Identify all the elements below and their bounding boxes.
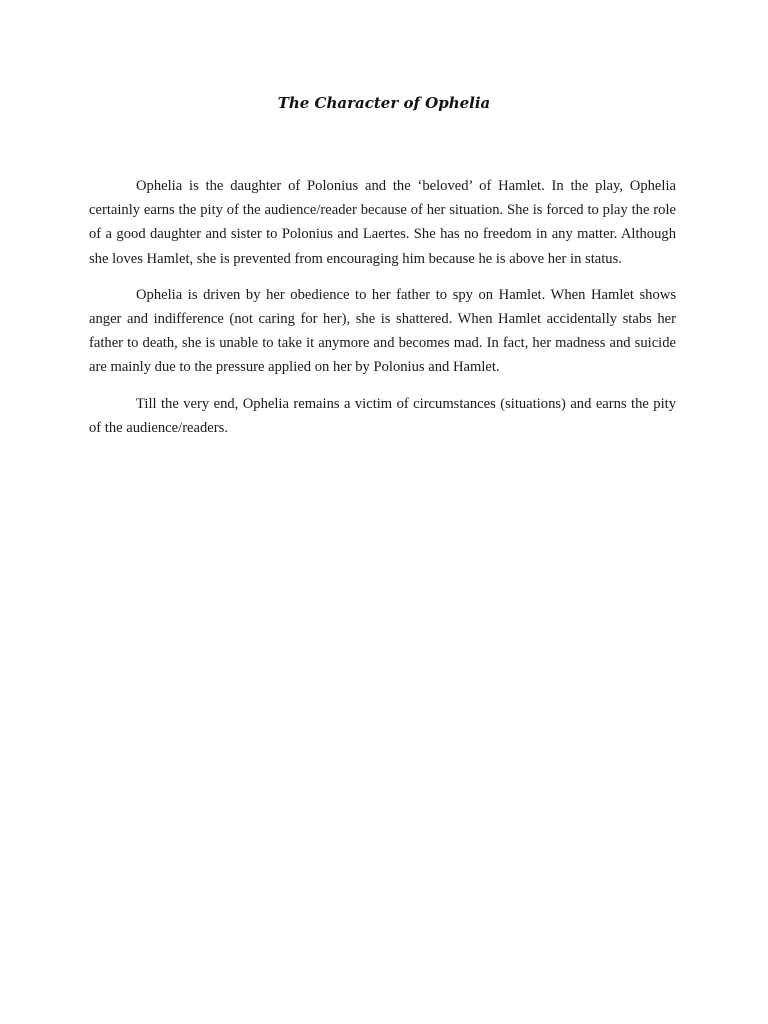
paragraph-2: Ophelia is driven by her obedience to her father to spy on Hamlet. When Hamlet shows anger and indifference (not caring for her), she is shattered. When Hamlet accidentally stabs her father to death, she is unable to take it anymore and becomes mad. In fact, her madness and suicide are mainly due to the pressure applied on her by Polonius and Hamlet.	[89, 286, 676, 376]
paragraph-3: Till the very end, Ophelia remains a victim of circumstances (situations) and earns the pity of the audience/readers.	[89, 395, 676, 436]
page-title: The Character of Ophelia	[277, 94, 491, 112]
paragraph-1: Ophelia is the daughter of Polonius and the ‘beloved’ of Hamlet. In the play, Ophelia certainly earns the pity of the audience/reader because of her situation. She is forced to play the role of a good daughter and sister to Polonius and Laertes. She has no freedom in any matter. Although she loves Hamlet, she is prevented from encouraging him because he is above her in status.	[89, 178, 676, 267]
document-body	[89, 174, 676, 452]
